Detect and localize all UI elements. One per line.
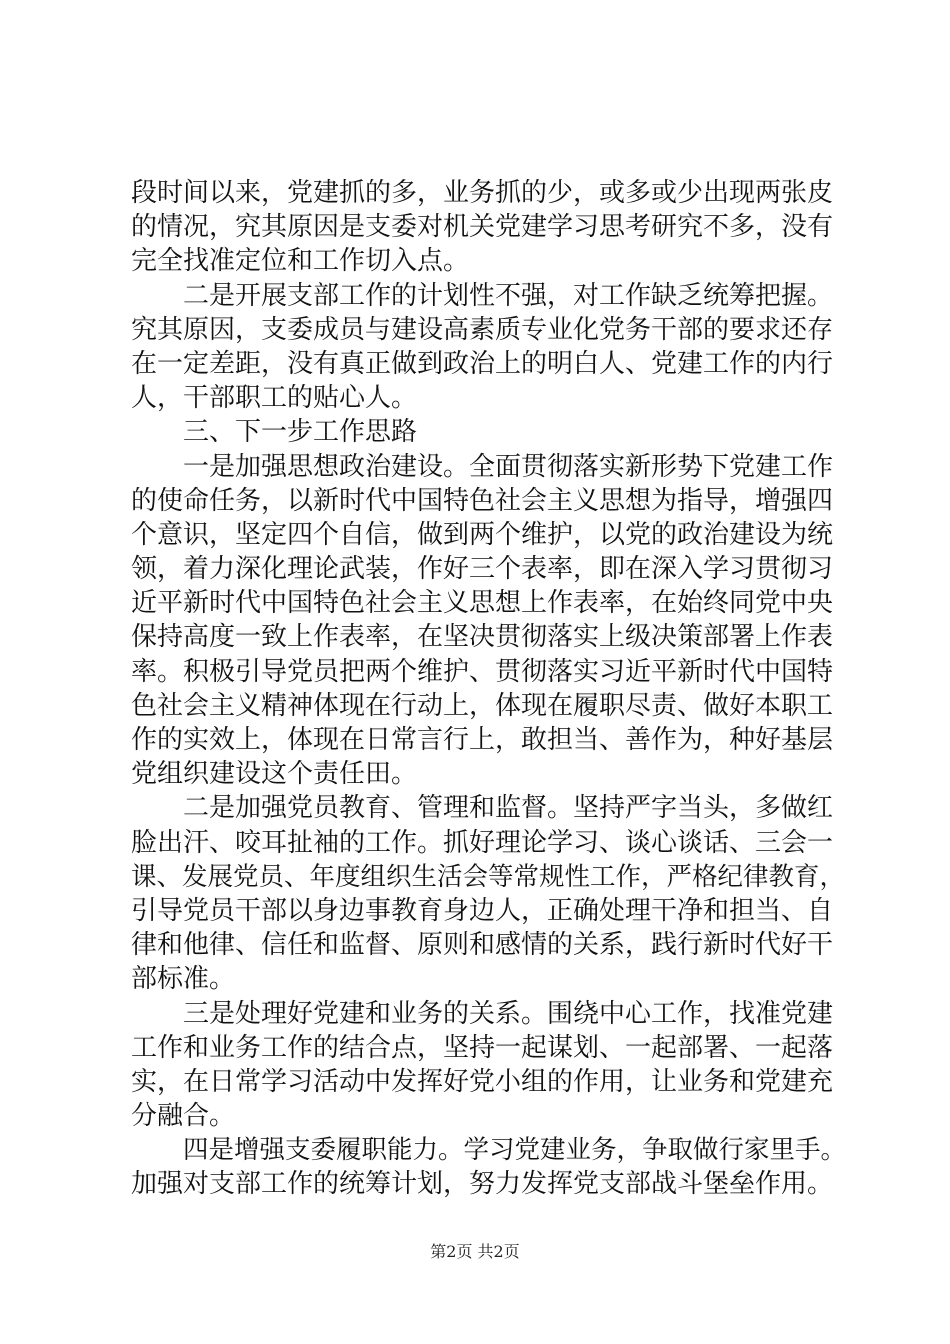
text-line: 律和他律、信任和监督、原则和感情的关系，践行新时代好干 [131,930,834,961]
paragraph-first-line: 一是加强思想政治建设。全面贯彻落实新形势下党建工作 [183,451,834,482]
text-line: 色社会主义精神体现在行动上，体现在履职尽责、做好本职工 [131,690,834,721]
page-footer: 第2页 共2页 [430,1242,520,1261]
text-line: 实，在日常学习活动中发挥好党小组的作用，让业务和党建充 [131,1066,834,1097]
text-line: 分融合。 [131,1101,236,1132]
text-line: 保持高度一致上作表率，在坚决贯彻落实上级决策部署上作表 [131,622,834,653]
text-line: 完全找准定位和工作切入点。 [131,246,470,277]
text-line: 在一定差距，没有真正做到政治上的明白人、党建工作的内行 [131,348,834,379]
text-line: 个意识，坚定四个自信，做到两个维护，以党的政治建设为统 [131,519,834,550]
text-line: 率。积极引导党员把两个维护、贯彻落实习近平新时代中国特 [131,656,834,687]
paragraph-first-line: 三、下一步工作思路 [183,417,418,448]
text-line: 加强对支部工作的统筹计划，努力发挥党支部战斗堡垒作用。 [131,1169,834,1200]
text-line: 的情况，究其原因是支委对机关党建学习思考研究不多，没有 [131,212,834,243]
text-line: 课、发展党员、年度组织生活会等常规性工作，严格纪律教育， [131,861,846,892]
text-line: 作的实效上，体现在日常言行上，敢担当、善作为，种好基层 [131,725,834,755]
paragraph-first-line: 二是开展支部工作的计划性不强，对工作缺乏统筹把握。 [183,280,834,311]
text-line: 究其原因，支委成员与建设高素质专业化党务干部的要求还存 [131,314,834,345]
document-body [131,176,851,1202]
text-line: 脸出汗、咬耳扯袖的工作。抓好理论学习、谈心谈话、三会一 [131,827,834,858]
text-line: 人，干部职工的贴心人。 [131,383,418,414]
text-line: 的使命任务，以新时代中国特色社会主义思想为指导，增强四 [131,485,834,516]
text-line: 部标准。 [131,964,236,995]
paragraph-first-line: 二是加强党员教育、管理和监督。坚持严字当头，多做红 [183,793,834,824]
paragraph-first-line: 三是处理好党建和业务的关系。围绕中心工作，找准党建 [183,998,834,1029]
text-line: 段时间以来，党建抓的多，业务抓的少，或多或少出现两张皮 [131,178,834,208]
text-line: 引导党员干部以身边事教育身边人，正确处理干净和担当、自 [131,895,834,926]
paragraph-first-line: 四是增强支委履职能力。学习党建业务，争取做行家里手。 [183,1135,847,1166]
text-line: 领，着力深化理论武装，作好三个表率，即在深入学习贯彻习 [131,554,834,585]
text-line: 工作和业务工作的结合点，坚持一起谋划、一起部署、一起落 [131,1032,834,1063]
text-line: 近平新时代中国特色社会主义思想上作表率，在始终同党中央 [131,588,834,619]
text-line: 党组织建设这个责任田。 [131,759,418,790]
